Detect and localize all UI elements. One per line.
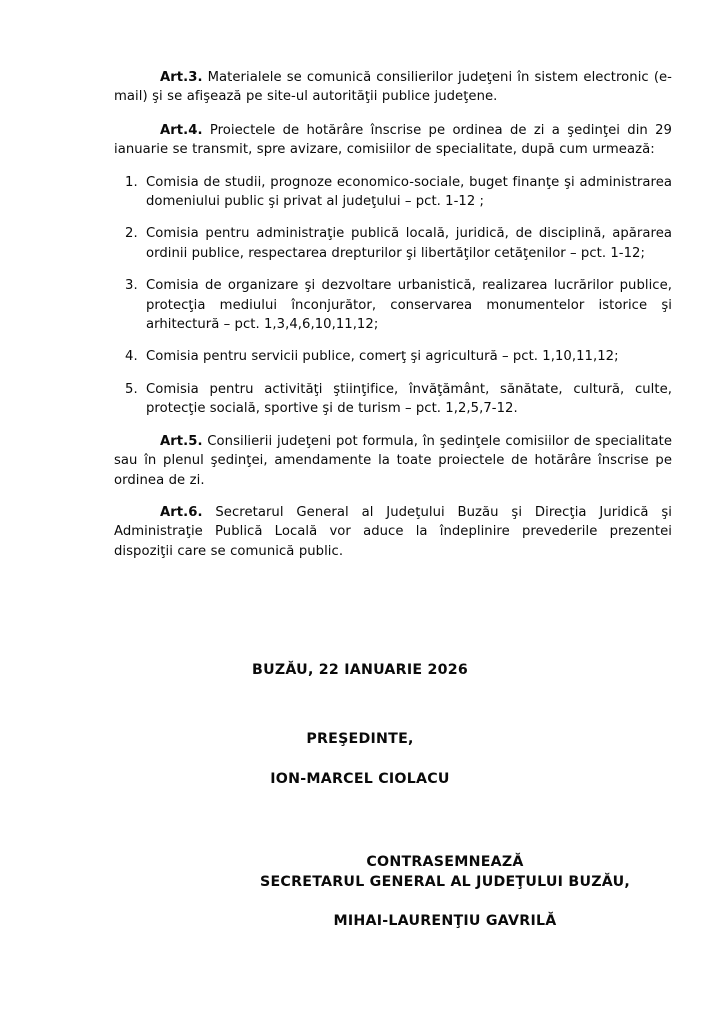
- countersignature-role: SECRETARUL GENERAL AL JUDEŢULUI BUZĂU,: [260, 874, 630, 890]
- article-text-art3: Materialele se comunică consilierilor judeţeni în sistem electronic (e-mail) şi se afişează pe site-ul autorităţii publice judeţene.: [114, 70, 672, 105]
- list-item-text: Comisia de studii, prognoze economico-sociale, buget finanţe şi administrarea domeniului public şi privat al judeţului – pct. 1-12 ;: [146, 174, 672, 210]
- paragraph-art6: [114, 503, 672, 561]
- list-item: [114, 224, 672, 263]
- list-item-number: 4.: [125, 349, 138, 365]
- list-item: [114, 347, 672, 366]
- signature-president-role: PREŞEDINTE,: [306, 731, 414, 747]
- article-text-art4: Proiectele de hotărâre înscrise pe ordinea de zi a şedinţei din 29 ianuarie se transmit, spre avizare, comisiilor de specialitate, după cum urmează:: [114, 122, 672, 158]
- commissions-list-wrapper: [114, 173, 672, 419]
- list-item-number: 1.: [125, 174, 138, 190]
- article-label-art3: Art.3.: [160, 70, 203, 85]
- countersignature-label: CONTRASEMNEAZĂ: [366, 854, 524, 870]
- document-body: [114, 68, 672, 575]
- countersignature-name: MIHAI-LAURENŢIU GAVRILĂ: [333, 913, 557, 929]
- article-label-art6: Art.6.: [160, 504, 203, 520]
- article-label-art5: Art.5.: [160, 433, 203, 449]
- paragraph-art4: [114, 121, 672, 160]
- list-item: [114, 276, 672, 334]
- list-item-text: Comisia pentru administraţie publică locală, juridică, de disciplină, apărarea ordinii publice, respectarea drepturilor şi libertăţilor cetăţenilor – pct. 1-12;: [146, 226, 672, 261]
- paragraph-art5: [114, 432, 672, 490]
- list-item: [114, 173, 672, 212]
- list-item-number: 5.: [125, 381, 138, 397]
- commissions-list: [114, 173, 672, 419]
- paragraph-art3: [114, 68, 672, 107]
- list-item-text: Comisia pentru servicii publice, comerţ şi agricultură – pct. 1,10,11,12;: [146, 349, 619, 365]
- list-item-number: 2.: [125, 226, 138, 242]
- list-item-text: Comisia de organizare şi dezvoltare urbanistică, realizarea lucrărilor publice, protecţia mediului înconjurător, conservarea monumentelor istorice şi arhitectură – pct. 1,3,4,6,10,11,12;: [146, 278, 672, 333]
- signature-president-name: ION-MARCEL CIOLACU: [270, 771, 450, 787]
- list-item: [114, 380, 672, 419]
- article-label-art4: Art.4.: [160, 122, 203, 138]
- countersignature-heading: [166, 852, 724, 892]
- list-item-text: Comisia pentru activităţi ştiinţifice, învăţământ, sănătate, cultură, culte, protecţie socială, sportive şi de turism – pct. 1,2,5,7-12.: [146, 381, 672, 417]
- list-item-number: 3.: [125, 278, 138, 294]
- article-text-art6: Secretarul General al Judeţului Buzău şi Direcţia Juridică şi Administraţie Publică Locală vor aduce la îndeplinire prevederile prezentei dispoziţii care se comunică public.: [114, 504, 672, 559]
- article-text-art5: Consilierii judeţeni pot formula, în şedinţele comisiilor de specialitate sau în plenul şedinţei, amendamente la toate proiectele de hotărâre înscrise pe ordinea de zi.: [114, 433, 672, 488]
- signature-place-and-date: BUZĂU, 22 IANUARIE 2026: [252, 662, 468, 678]
